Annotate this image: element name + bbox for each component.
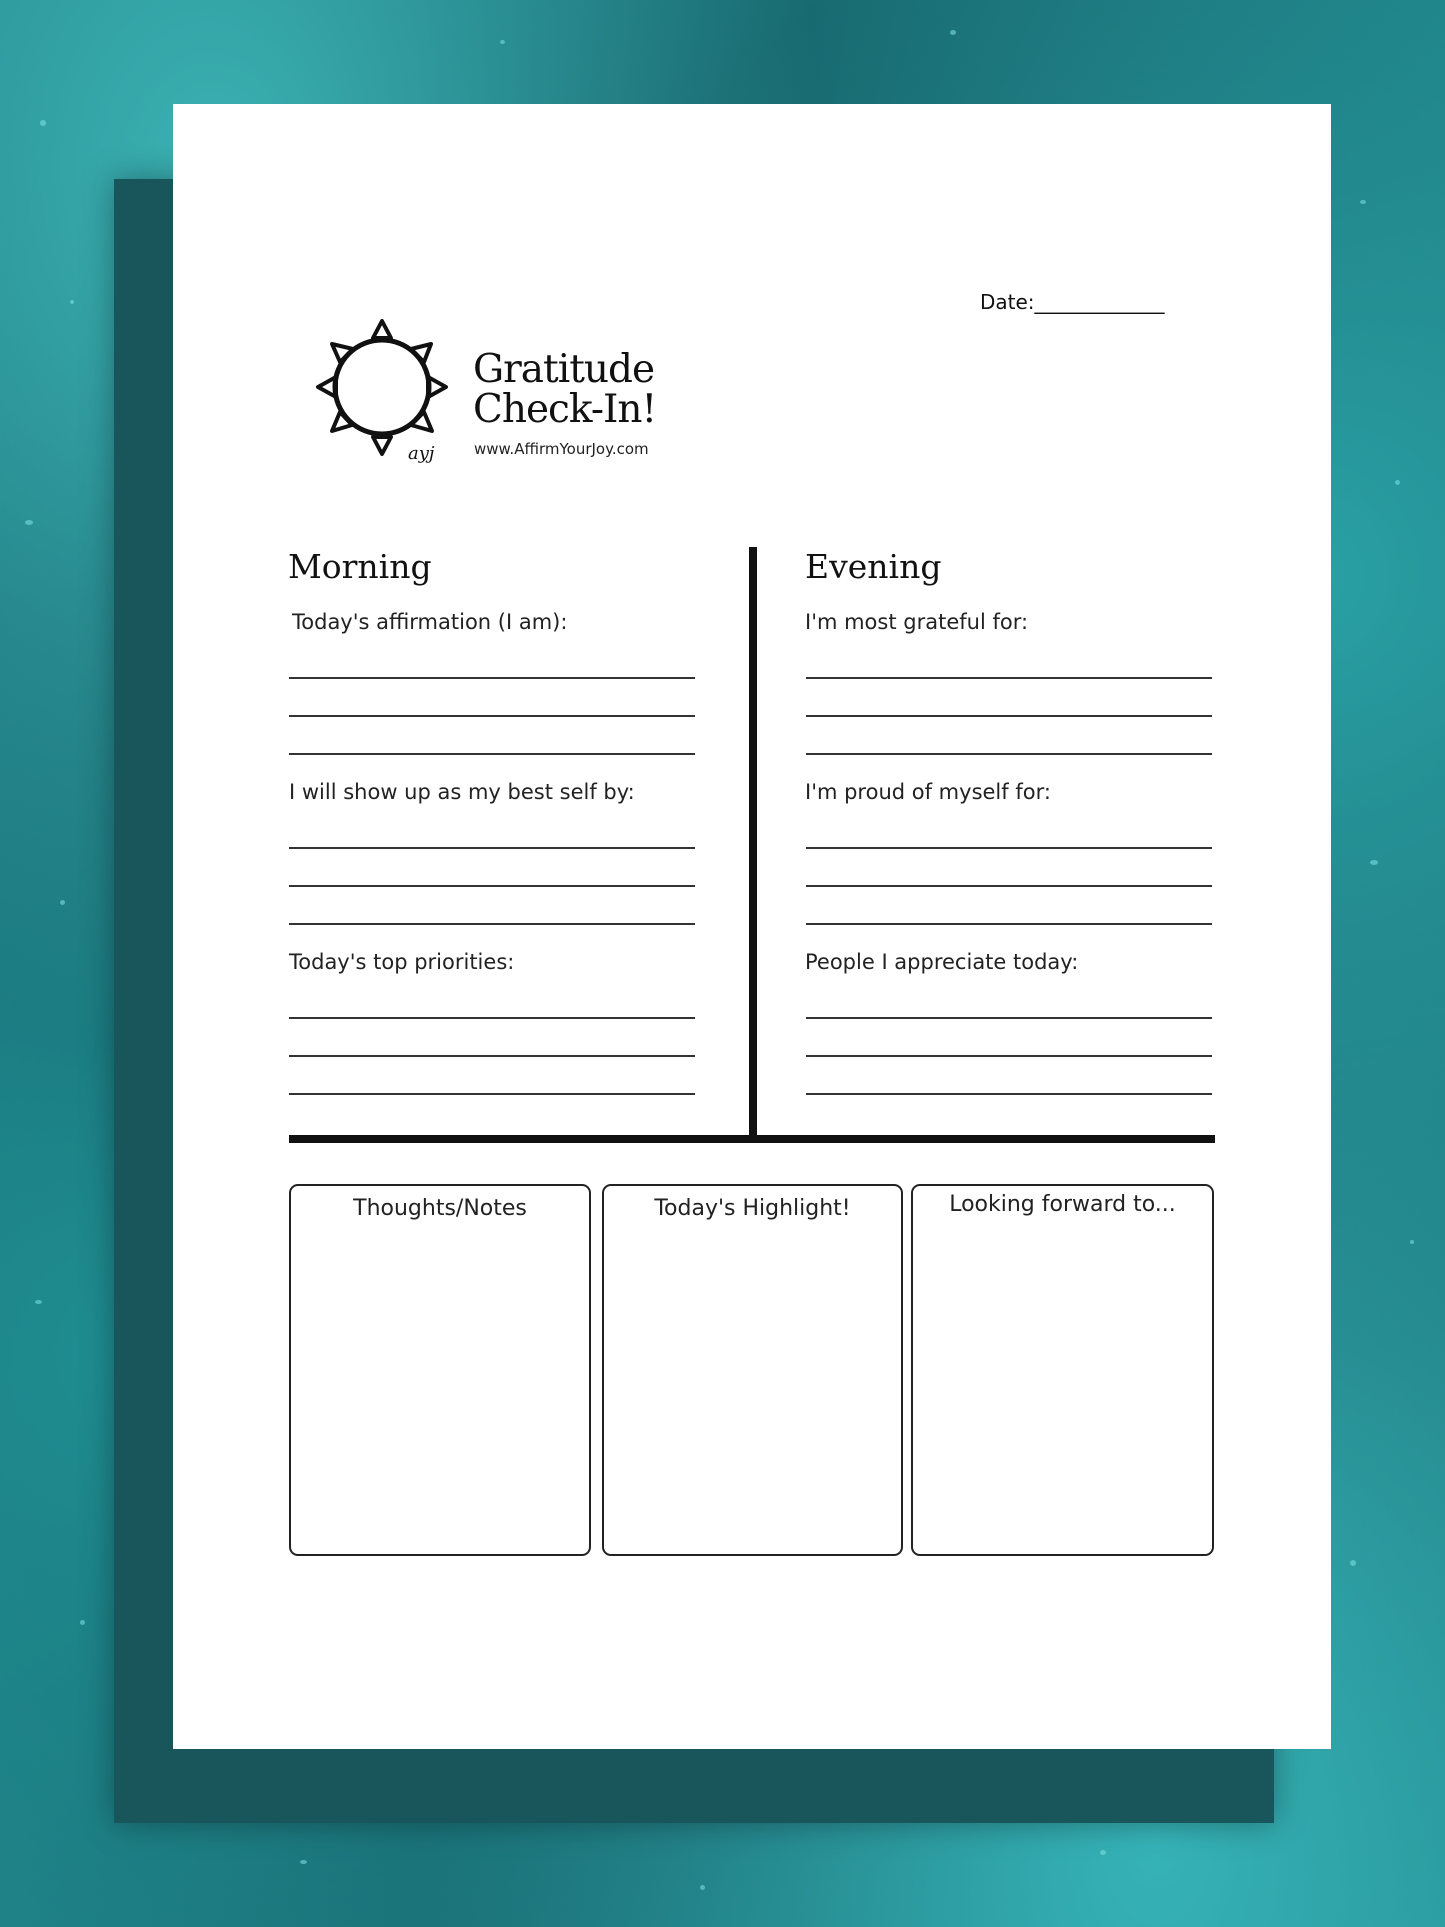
writing-line[interactable] xyxy=(806,753,1212,755)
writing-line[interactable] xyxy=(289,847,695,849)
logo-mark: ayj xyxy=(408,443,435,464)
writing-line[interactable] xyxy=(806,677,1212,679)
prompt-appreciate: People I appreciate today: xyxy=(805,950,1079,974)
writing-line[interactable] xyxy=(806,1055,1212,1057)
sun-icon xyxy=(300,307,472,471)
writing-line[interactable] xyxy=(289,923,695,925)
prompt-affirmation: Today's affirmation (I am): xyxy=(292,610,568,634)
writing-line[interactable] xyxy=(289,1093,695,1095)
thoughts-notes-label: Thoughts/Notes xyxy=(353,1196,527,1221)
worksheet-page xyxy=(173,104,1331,1749)
morning-title: Morning xyxy=(288,547,432,586)
date-field[interactable]: Date:_____________ xyxy=(980,290,1165,314)
writing-line[interactable] xyxy=(806,1017,1212,1019)
section-divider xyxy=(289,1135,1215,1143)
logo-title xyxy=(473,347,657,432)
writing-line[interactable] xyxy=(806,885,1212,887)
writing-line[interactable] xyxy=(289,715,695,717)
writing-line[interactable] xyxy=(289,1055,695,1057)
column-divider xyxy=(749,547,757,1141)
prompt-grateful: I'm most grateful for: xyxy=(805,610,1029,634)
looking-forward-box[interactable] xyxy=(911,1184,1214,1556)
prompt-best-self: I will show up as my best self by: xyxy=(289,780,635,804)
writing-line[interactable] xyxy=(289,885,695,887)
writing-line[interactable] xyxy=(289,1017,695,1019)
writing-line[interactable] xyxy=(806,847,1212,849)
prompt-proud: I'm proud of myself for: xyxy=(805,780,1051,804)
todays-highlight-label: Today's Highlight! xyxy=(654,1196,851,1221)
website-url: www.AffirmYourJoy.com xyxy=(474,440,649,458)
writing-line[interactable] xyxy=(806,923,1212,925)
logo-title-line1: Gratitude xyxy=(473,347,655,392)
writing-line[interactable] xyxy=(289,677,695,679)
writing-line[interactable] xyxy=(806,715,1212,717)
writing-line[interactable] xyxy=(806,1093,1212,1095)
thoughts-notes-box[interactable] xyxy=(289,1184,591,1556)
looking-forward-label: Looking forward to... xyxy=(949,1192,1176,1217)
logo-title-line2: Check-In! xyxy=(473,387,657,432)
todays-highlight-box[interactable] xyxy=(602,1184,903,1556)
prompt-priorities: Today's top priorities: xyxy=(289,950,515,974)
writing-line[interactable] xyxy=(289,753,695,755)
evening-title: Evening xyxy=(805,547,942,586)
